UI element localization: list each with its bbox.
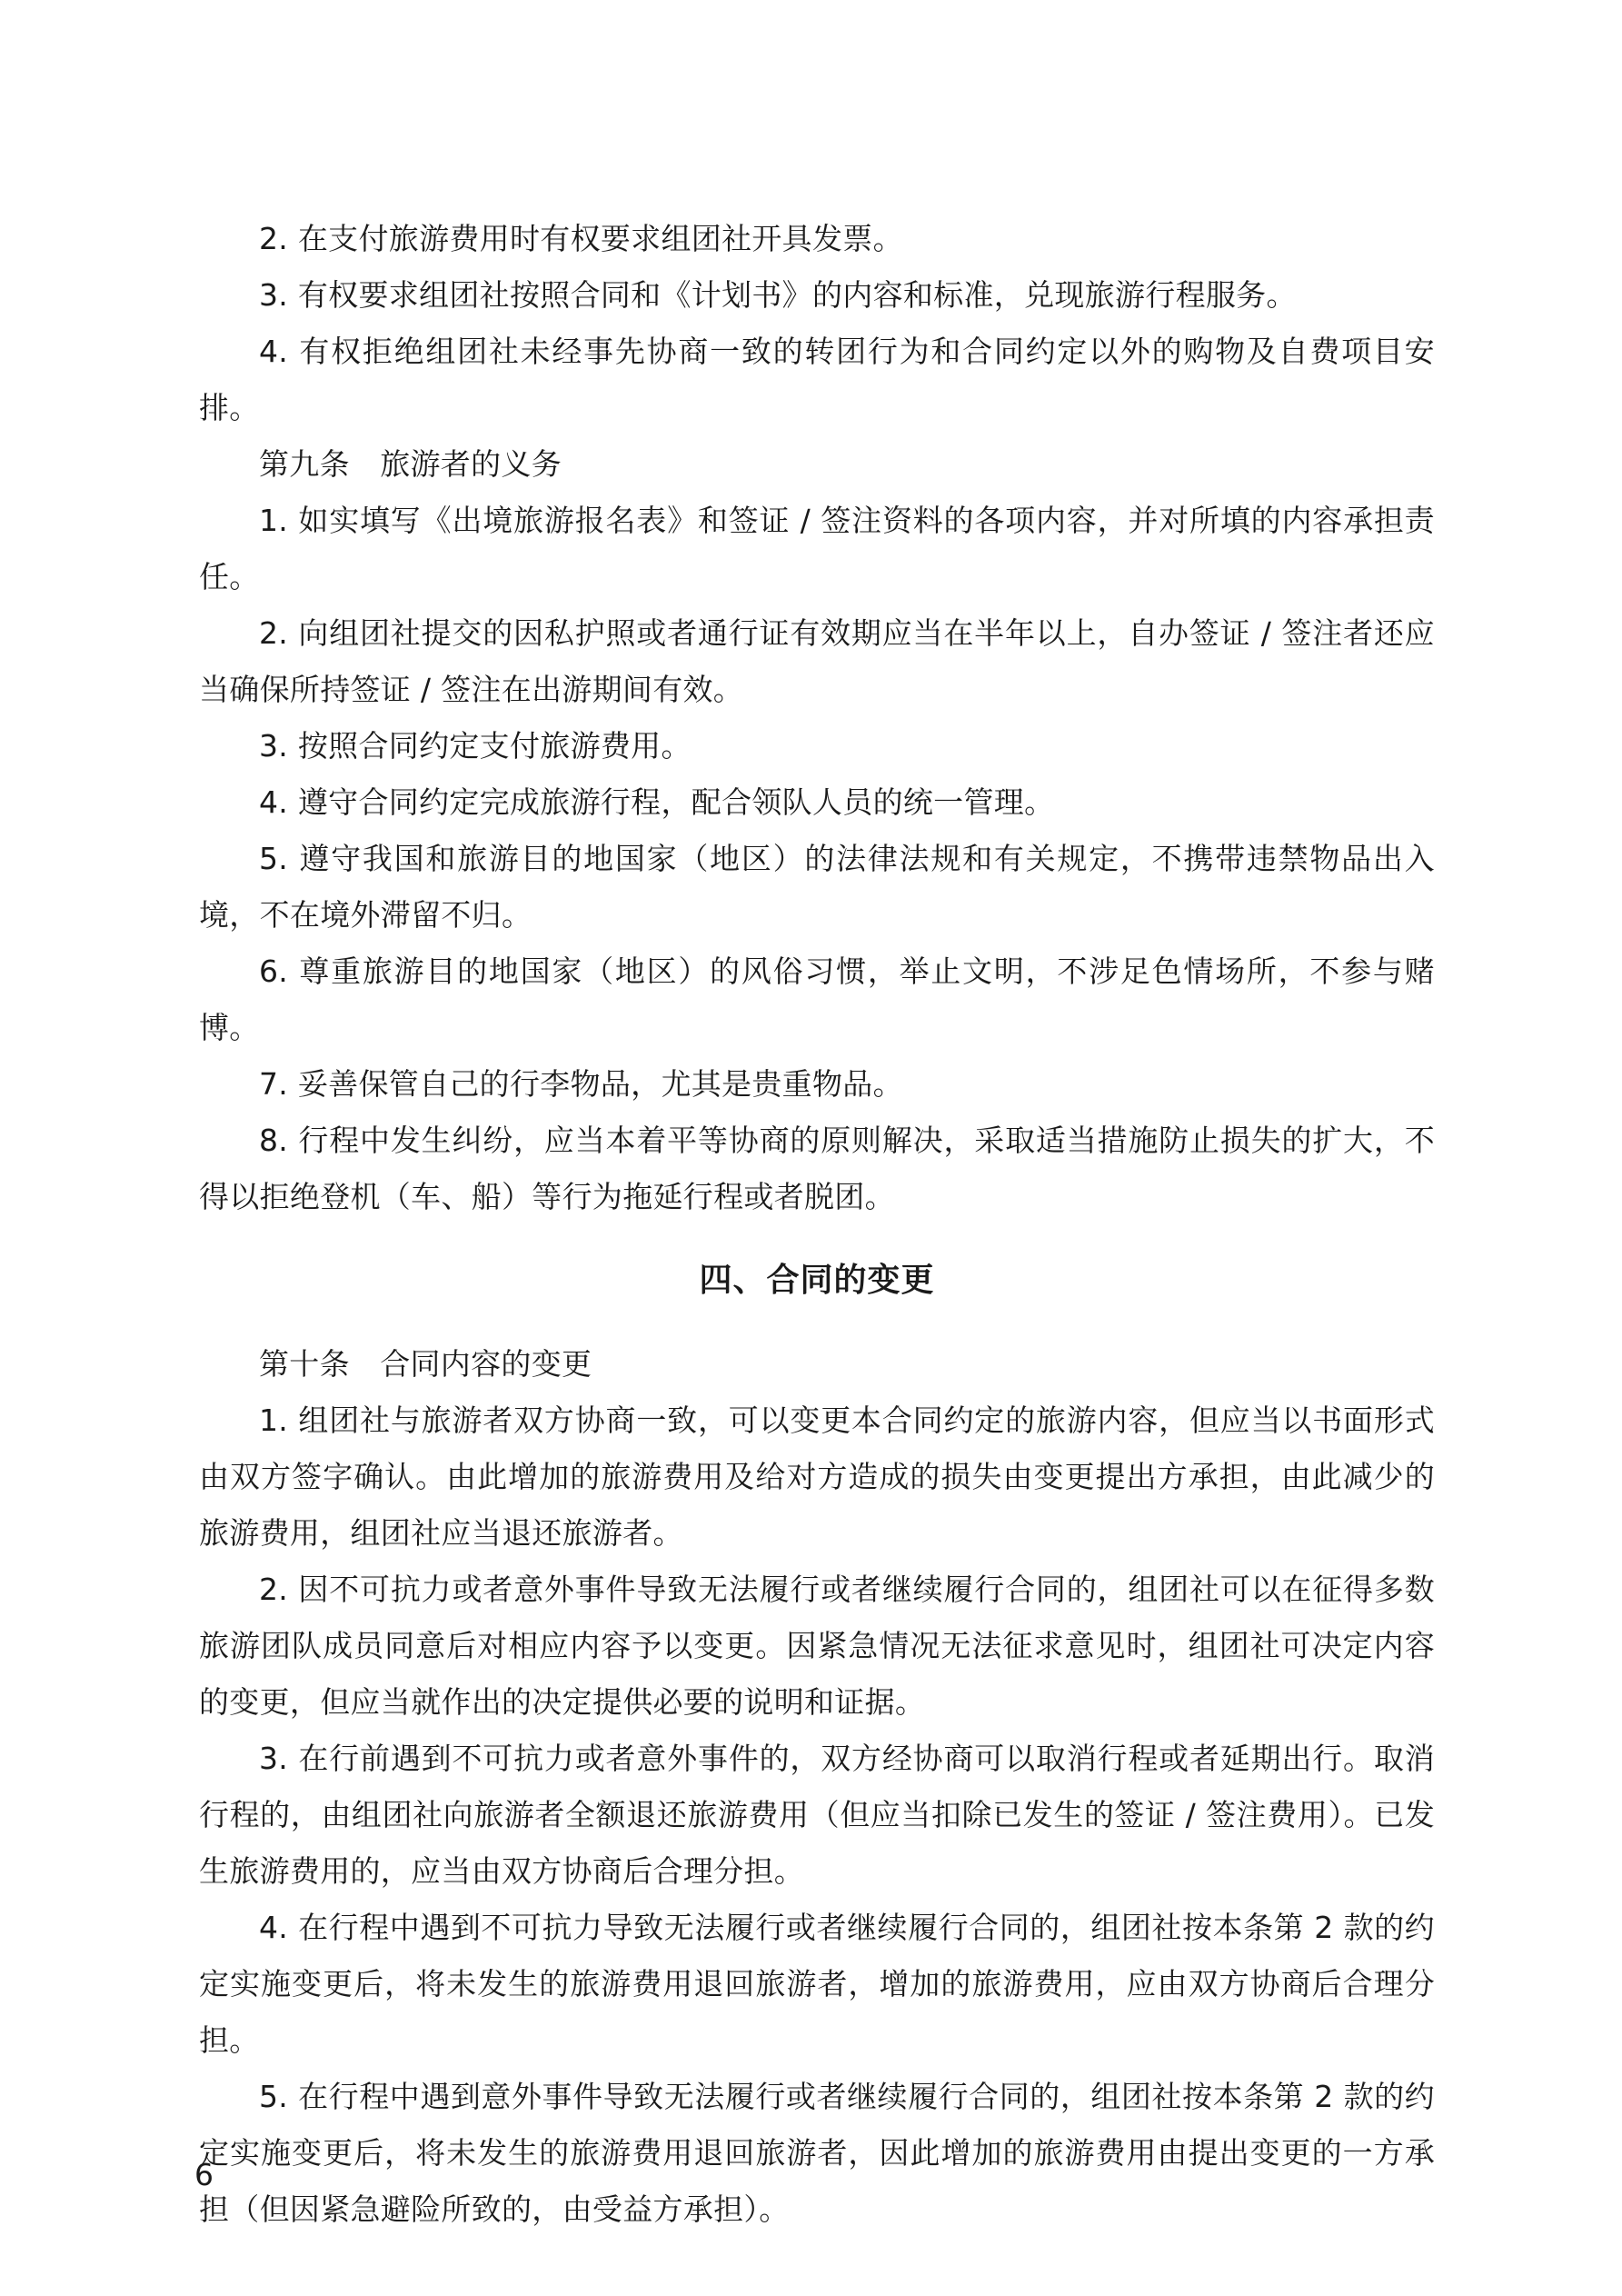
article-10-item-4: 4. 在行程中遇到不可抗力导致无法履行或者继续履行合同的，组团社按本条第 2 款的约定实施变更后，将未发生的旅游费用退回旅游者，增加的旅游费用，应由双方协商后合理分担。 (199, 1910, 1435, 2058)
article-9-item-4: 4. 遵守合同约定完成旅游行程，配合领队人员的统一管理。 (259, 784, 1055, 820)
article-9-item-6: 6. 尊重旅游目的地国家（地区）的风俗习惯，举止文明，不涉足色情场所，不参与赌博。 (199, 953, 1435, 1045)
article-10-title: 第十条 合同内容的变更 (259, 1346, 592, 1382)
page-content (199, 211, 1435, 2238)
article-10-item-1: 1. 组团社与旅游者双方协商一致，可以变更本合同约定的旅游内容，但应当以书面形式由双方签字确认。由此增加的旅游费用及给对方造成的损失由变更提出方承担，由此减少的旅游费用，组团社应当退还旅游者。 (199, 1403, 1435, 1551)
article-10-item-2: 2. 因不可抗力或者意外事件导致无法履行或者继续履行合同的，组团社可以在征得多数旅游团队成员同意后对相应内容予以变更。因紧急情况无法征求意见时，组团社可决定内容的变更，但应当就作出的决定提供必要的说明和证据。 (199, 1572, 1435, 1720)
article-9-item-1: 1. 如实填写《出境旅游报名表》和签证 / 签注资料的各项内容，并对所填的内容承担责任。 (199, 503, 1435, 594)
article-9-item-5: 5. 遵守我国和旅游目的地国家（地区）的法律法规和有关规定，不携带违禁物品出入境，不在境外滞留不归。 (199, 841, 1435, 933)
rights-item-2: 2. 在支付旅游费用时有权要求组团社开具发票。 (259, 221, 903, 256)
article-9-title: 第九条 旅游者的义务 (259, 446, 562, 482)
page-number: 6 (194, 2157, 214, 2192)
article-10-item-5: 5. 在行程中遇到意外事件导致无法履行或者继续履行合同的，组团社按本条第 2 款的约定实施变更后，将未发生的旅游费用退回旅游者，因此增加的旅游费用由提出变更的一方承担（但因紧急避险所致的，由受益方承担）。 (199, 2079, 1435, 2227)
rights-item-3: 3. 有权要求组团社按照合同和《计划书》的内容和标准，兑现旅游行程服务。 (259, 277, 1297, 313)
section-4-heading: 四、合同的变更 (699, 1262, 935, 1299)
article-9-item-3: 3. 按照合同约定支付旅游费用。 (259, 728, 692, 764)
rights-item-4: 4. 有权拒绝组团社未经事先协商一致的转团行为和合同约定以外的购物及自费项目安排。 (199, 334, 1435, 425)
article-10-item-3: 3. 在行前遇到不可抗力或者意外事件的，双方经协商可以取消行程或者延期出行。取消行程的，由组团社向旅游者全额退还旅游费用（但应当扣除已发生的签证 / 签注费用）。已发生旅游费用的，应当由双方协商后合理分担。 (199, 1741, 1435, 1889)
article-9-item-8: 8. 行程中发生纠纷，应当本着平等协商的原则解决，采取适当措施防止损失的扩大，不得以拒绝登机（车、船）等行为拖延行程或者脱团。 (199, 1123, 1435, 1214)
article-9-item-2: 2. 向组团社提交的因私护照或者通行证有效期应当在半年以上，自办签证 / 签注者还应当确保所持签证 / 签注在出游期间有效。 (199, 615, 1435, 707)
article-9-item-7: 7. 妥善保管自己的行李物品，尤其是贵重物品。 (259, 1066, 903, 1102)
